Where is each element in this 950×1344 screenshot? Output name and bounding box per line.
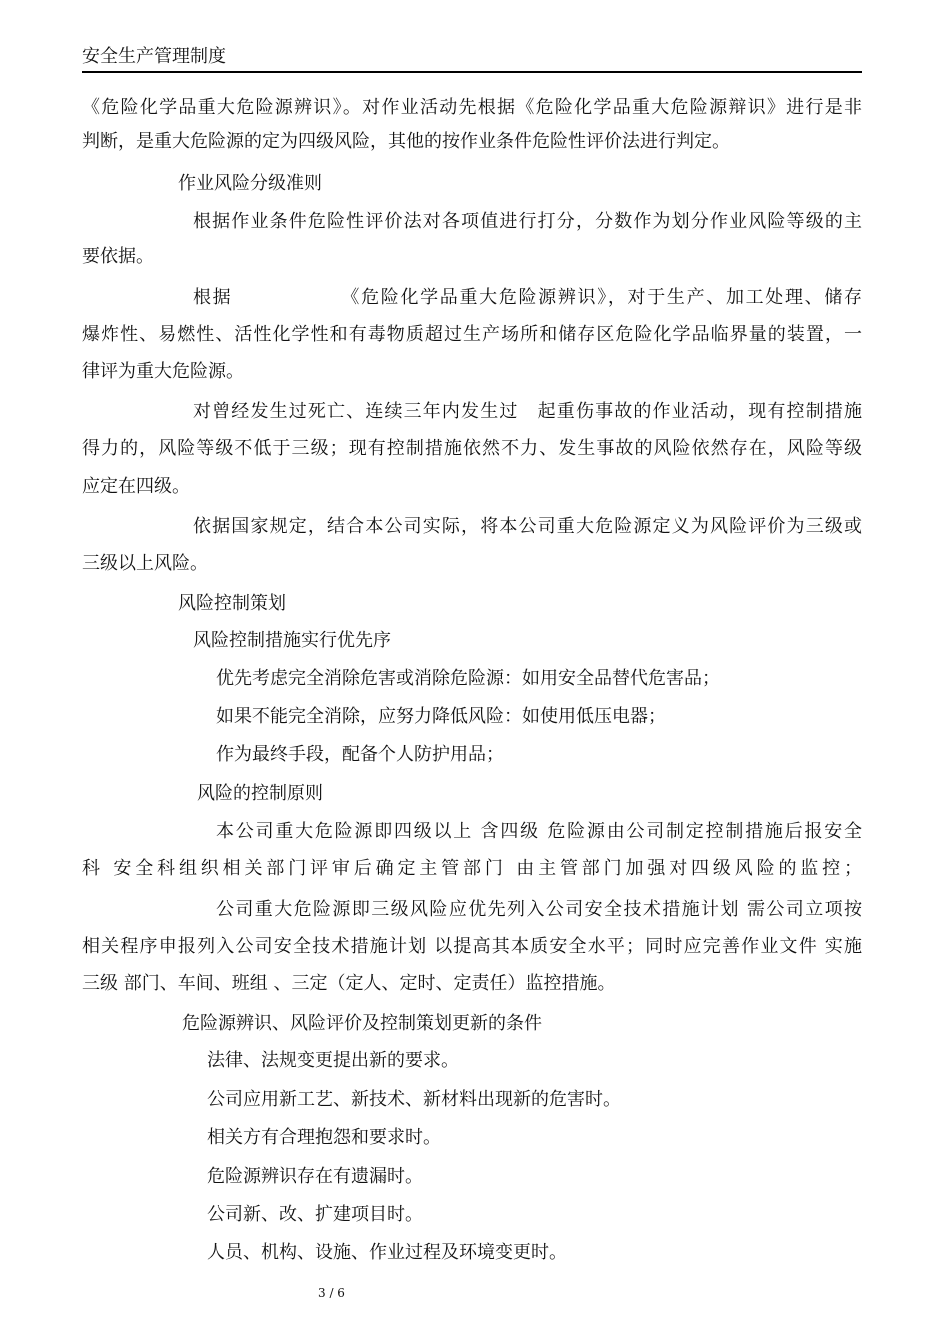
body-line: 科 安全科组织相关部门评审后确定主管部门 由主管部门加强对四级风险的监控；	[82, 858, 862, 879]
body-line: 《危险化学品重大危险源辨识》。对作业活动先根据《危险化学品重大危险源辩识》进行是非	[82, 97, 862, 118]
body-line: 判断，是重大危险源的定为四级风险，其他的按作业条件危险性评价法进行判定。	[82, 131, 730, 152]
page-number: 3 / 6	[318, 1286, 345, 1300]
section-heading: 风险控制策划	[178, 593, 286, 614]
body-line: 应定在四级。	[82, 476, 190, 497]
body-line: 公司重大危险源即三级风险应优先列入公司安全技术措施计划 需公司立项按	[216, 899, 862, 920]
section-heading: 危险源辨识、风险评价及控制策划更新的条件	[182, 1013, 542, 1034]
section-heading: 作业风险分级准则	[178, 173, 322, 194]
list-item: 人员、机构、设施、作业过程及环境变更时。	[207, 1242, 567, 1263]
list-item: 危险源辨识存在有遗漏时。	[207, 1166, 423, 1187]
body-line: 对曾经发生过死亡、连续三年内发生过 起重伤事故的作业活动，现有控制措施	[193, 401, 862, 422]
list-item: 相关方有合理抱怨和要求时。	[207, 1127, 441, 1148]
list-item: 优先考虑完全消除危害或消除危险源：如用安全品替代危害品；	[216, 668, 720, 689]
body-line: 依据国家规定，结合本公司实际，将本公司重大危险源定义为风险评价为三级或	[193, 516, 862, 537]
body-line: 爆炸性、易燃性、活性化学性和有毒物质超过生产场所和储存区危险化学品临界量的装置，一	[82, 324, 862, 345]
header-rule	[82, 71, 862, 73]
list-item: 法律、法规变更提出新的要求。	[207, 1050, 459, 1071]
body-line: 三级以上风险。	[82, 553, 208, 574]
body-line: 要依据。	[82, 246, 154, 267]
body-line: 相关程序申报列入公司安全技术措施计划 以提高其本质安全水平；同时应完善作业文件 实施	[82, 936, 862, 957]
list-item: 作为最终手段，配备个人防护用品；	[216, 744, 504, 765]
body-line: 三级 部门、车间、班组 、三定（定人、定时、定责任）监控措施。	[82, 973, 616, 994]
subsection-heading: 风险的控制原则	[197, 783, 323, 804]
body-line: 根据作业条件危险性评价法对各项值进行打分，分数作为划分作业风险等级的主	[193, 211, 862, 232]
body-line: 律评为重大危险源。	[82, 361, 244, 382]
list-item: 公司应用新工艺、新技术、新材料出现新的危害时。	[207, 1089, 621, 1110]
body-line: 得力的，风险等级不低于三级；现有控制措施依然不力、发生事故的风险依然存在，风险等级	[82, 438, 862, 459]
subsection-heading: 风险控制措施实行优先序	[193, 630, 391, 651]
body-line: 本公司重大危险源即四级以上 含四级 危险源由公司制定控制措施后报安全	[216, 821, 862, 842]
body-line: 根据 《危险化学品重大危险源辨识》，对于生产、加工处理、储存	[193, 287, 862, 308]
document-header: 安全生产管理制度	[82, 46, 226, 67]
list-item: 如果不能完全消除，应努力降低风险：如使用低压电器；	[216, 706, 666, 727]
list-item: 公司新、改、扩建项目时。	[207, 1204, 423, 1225]
